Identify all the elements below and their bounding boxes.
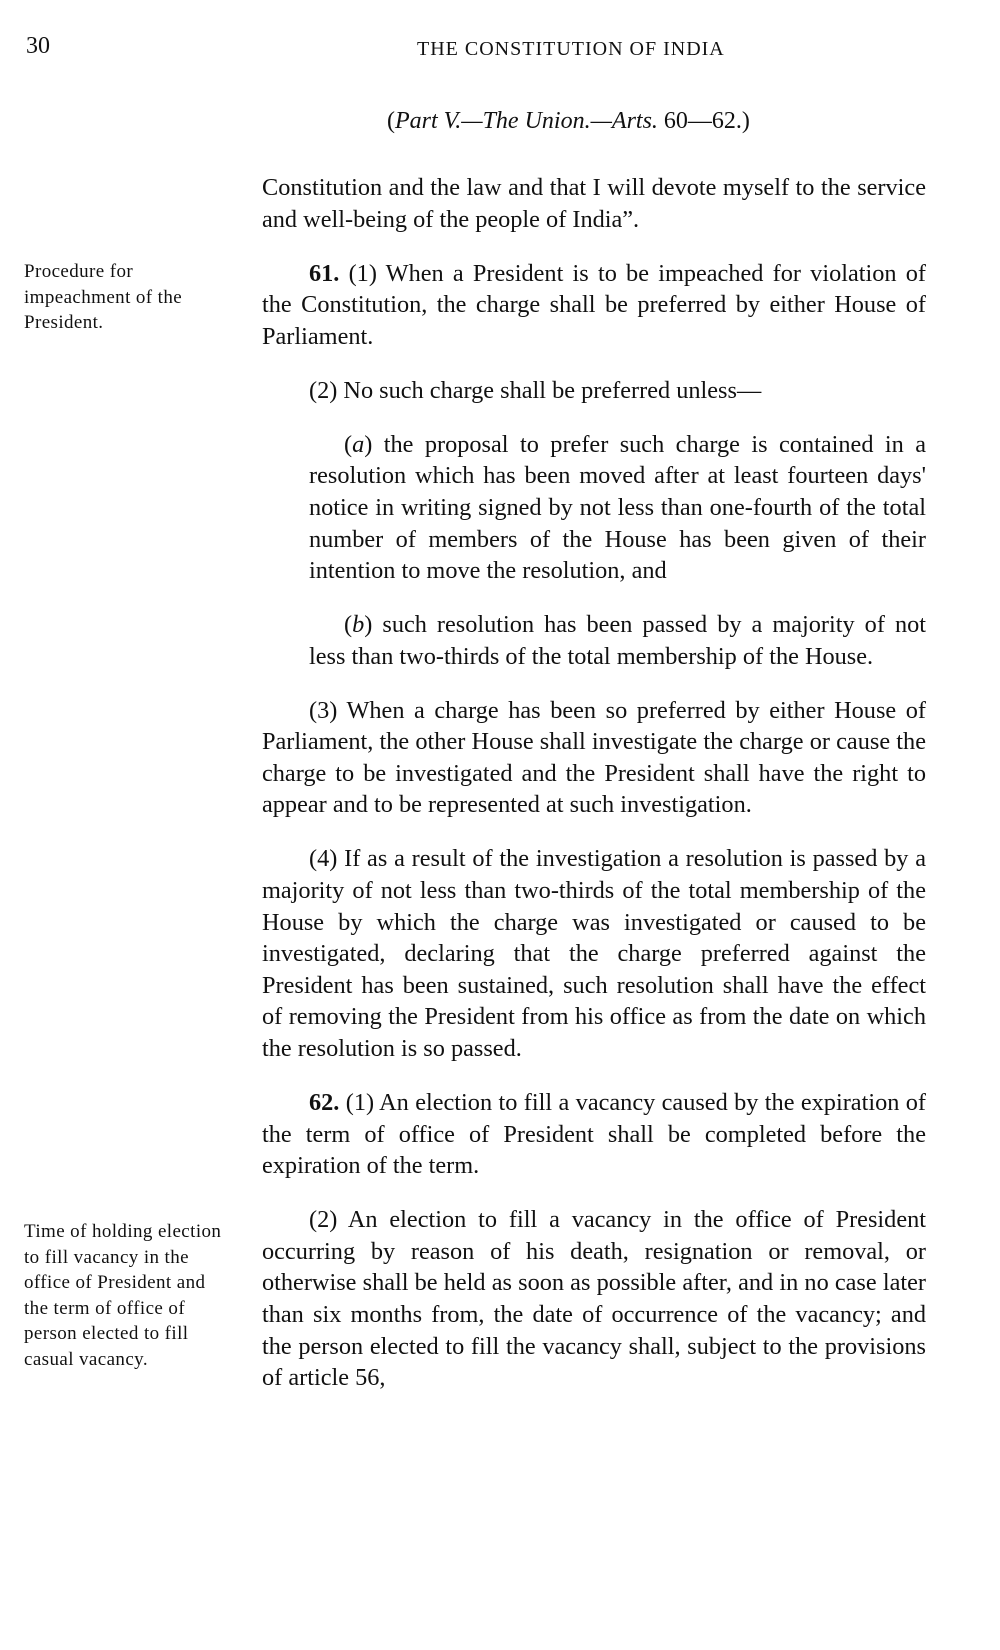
part-heading <box>387 109 750 133</box>
margin-note-art62: Time of holding election to fill vacancy in the office of President and the term of office of person elected to fill casual vacancy. <box>24 1221 222 1370</box>
art61-sub-a: (a) the proposal to prefer such charge is contained in a resolution which has been moved after at least fourteen days' notice in writing signed by not less than one-fourth of the total number of members of the House has been given of their intention to move the resolution, and <box>309 430 926 585</box>
part-heading-italic: Part V.—The Union.—Arts. <box>395 108 658 134</box>
running-title: THE CONSTITUTION OF INDIA <box>417 38 725 60</box>
art61-clause3: (3) When a charge has been so preferred by either House of Parliament, the other House shall investigate the charge or cause the charge to be investigated and the President shall have the right to appear and to be represented at such investigation. <box>262 696 926 819</box>
art61-clause2: (2) No such charge shall be preferred unless— <box>309 376 762 404</box>
margin-note-art61: Procedure for impeachment of the President. <box>24 261 183 333</box>
body-text <box>262 172 926 1416</box>
sub-a-text: the proposal to prefer such charge is contained in a resolution which has been moved after at least fourteen days' notice in writing signed by not less than one-fourth of the total number of members of the House has been given of their intention to move the resolution, and <box>309 430 926 585</box>
continuation-paragraph: Constitution and the law and that I will devote myself to the service and well-being of the people of India”. <box>262 174 926 233</box>
art62-clause2: (2) An election to fill a vacancy in the office of President occurring by reason of his death, resignation or removal, or otherwise shall be held as soon as possible after, and in no case later than six months from, the date of occurrence of the vacancy; and the person elected to fill the vacancy shall, subject to the provisions of article 56, <box>262 1206 926 1392</box>
page-number: 30 <box>26 33 50 59</box>
part-heading-rest: 60—62.) <box>657 108 750 134</box>
art62-clause1-text: (1) An election to fill a vacancy caused by the expiration of the term of office of President shall be completed before the expiration of the term. <box>262 1088 926 1180</box>
art61-number: 61. <box>309 259 340 287</box>
art61-clause4: (4) If as a result of the investigation a resolution is passed by a majority of not less than two-thirds of the total membership of the House by which the charge was investigated or caused to be investigated, declaring that the charge preferred against the President has been sustained, such resolution shall have the effect of removing the President from his office as from the date on which the resolution is so passed. <box>262 845 926 1062</box>
art61-clause1 <box>262 258 926 353</box>
art62-clause1 <box>262 1087 926 1182</box>
art61-clause1-text: (1) When a President is to be impeached for violation of the Constitution, the charge shall be preferred by either House of Parliament. <box>262 259 926 350</box>
art62-number: 62. <box>309 1088 340 1116</box>
sub-b-text: such resolution has been passed by a majority of not less than two-thirds of the total membership of the House. <box>309 611 926 670</box>
art61-sub-b: (b) such resolution has been passed by a majority of not less than two-thirds of the total membership of the House. <box>309 611 926 670</box>
sub-b-label: b <box>352 611 365 639</box>
sub-a-label: a <box>352 430 365 458</box>
part-heading-open: ( <box>387 108 395 134</box>
